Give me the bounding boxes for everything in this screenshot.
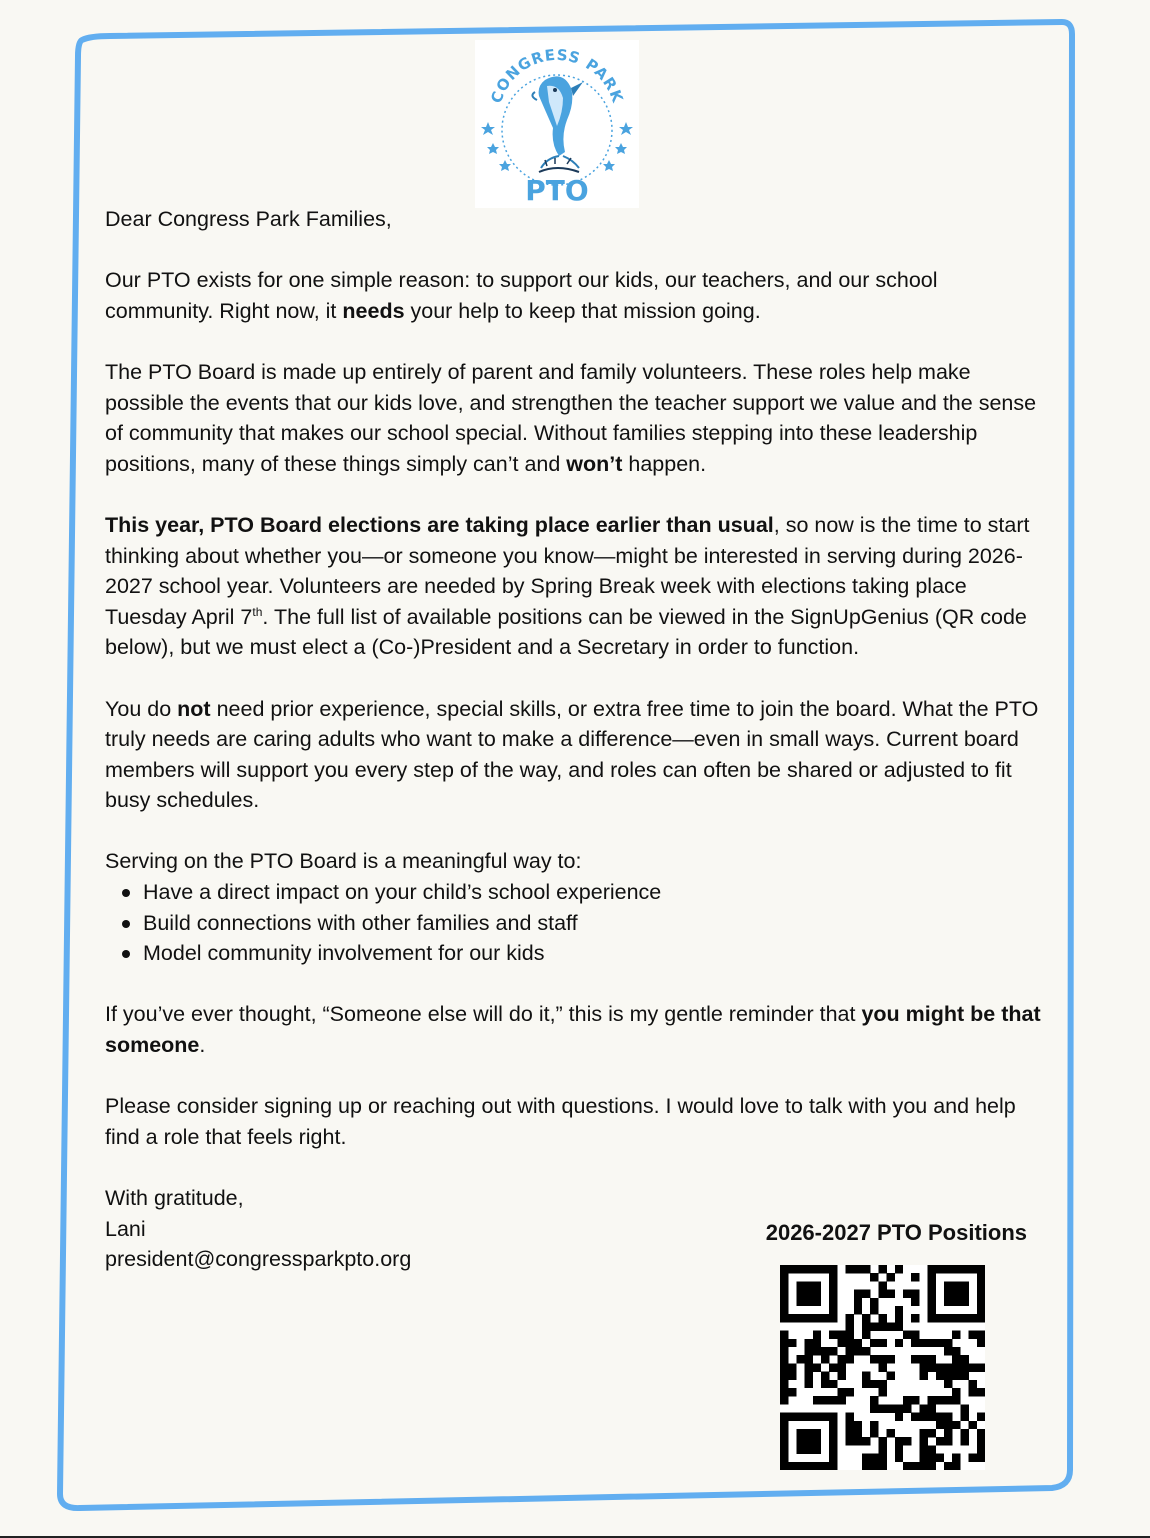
closing: With gratitude, — [105, 1186, 244, 1210]
signer-email[interactable]: president@congressparkpto.org — [105, 1247, 412, 1272]
paragraph-serving-intro: Serving on the PTO Board is a meaningful way to: — [105, 849, 582, 874]
dolphin-icon — [532, 76, 583, 172]
paragraph-board-text-c: happen. — [622, 451, 707, 476]
greeting: Dear Congress Park Families, — [105, 207, 392, 231]
paragraph-mission-bold: needs — [342, 298, 405, 323]
paragraph-experience-text-c: need prior experience, special skills, or extra free time to join the board. What the PTO truly needs are caring adults who want to make a difference—even in small ways. Current board members will support you every step of the way, and roles can often be shared or adjusted to fit busy schedules. — [105, 696, 1039, 813]
list-item: Model community involvement for our kids — [143, 938, 1045, 969]
paragraph-elections — [105, 510, 1045, 663]
ordinal-suffix: th — [252, 604, 263, 619]
paragraph-elections-bold: This year, PTO Board elections are taking place earlier than usual — [105, 512, 774, 537]
paragraph-reminder-text-c: . — [199, 1033, 206, 1058]
paragraph-experience-text-a: You do — [105, 696, 178, 721]
paragraph-reminder-bold: you might be that someone — [105, 1002, 1041, 1058]
pto-logo — [475, 40, 639, 208]
paragraph-experience-bold: not — [177, 696, 211, 721]
benefits-list — [105, 877, 1045, 969]
list-item: Build connections with other families and staff — [143, 908, 1045, 939]
qr-title: 2026-2027 PTO Positions — [765, 1220, 1027, 1245]
paragraph-board-text-a: The PTO Board is made up entirely of parent and family volunteers. These roles help make possible the events that our kids love, and strengthen the teacher support we value and the sense of community that makes our school special. Without families stepping into these leadership positions, many of these things simply can’t and — [105, 359, 1037, 476]
paragraph-consider: Please consider signing up or reaching out with questions. I would love to talk with you and help find a role that feels right. — [105, 1094, 1016, 1149]
paragraph-mission-text-a: Our PTO exists for one simple reason: to support our kids, our teachers, and our school community. Right now, it — [105, 268, 938, 323]
letter-body — [105, 204, 1045, 1275]
paragraph-mission-text-c: your help to keep that mission going. — [404, 298, 761, 323]
paragraph-elections-text-b: , so now is the time to start thinking about whether you—or someone you know—might be interested in serving during 2026-2027 school year. Volunteers are needed by Spring Break week with elections taking place Tuesday April 7 — [105, 512, 1030, 629]
logo-bottom-text: PTO — [525, 174, 589, 207]
paragraph-mission — [105, 265, 1045, 326]
paragraph-experience — [105, 694, 1045, 816]
paragraph-board — [105, 357, 1045, 479]
logo-arc-text: CONGRESS PARK — [487, 45, 627, 106]
list-item: Have a direct impact on your child’s school experience — [143, 877, 1045, 908]
paragraph-elections-text-c: . The full list of available positions can be viewed in the SignUpGenius (QR code below), but we must elect a (Co-)President and a Secretary in order to function. — [105, 604, 1027, 660]
paragraph-board-bold: won’t — [566, 451, 623, 476]
qr-code-icon[interactable] — [780, 1265, 985, 1470]
paragraph-reminder — [105, 999, 1045, 1060]
signer-name: Lani — [105, 1216, 146, 1241]
paragraph-reminder-text-a: If you’ve ever thought, “Someone else will do it,” this is my gentle reminder that — [105, 1002, 862, 1027]
